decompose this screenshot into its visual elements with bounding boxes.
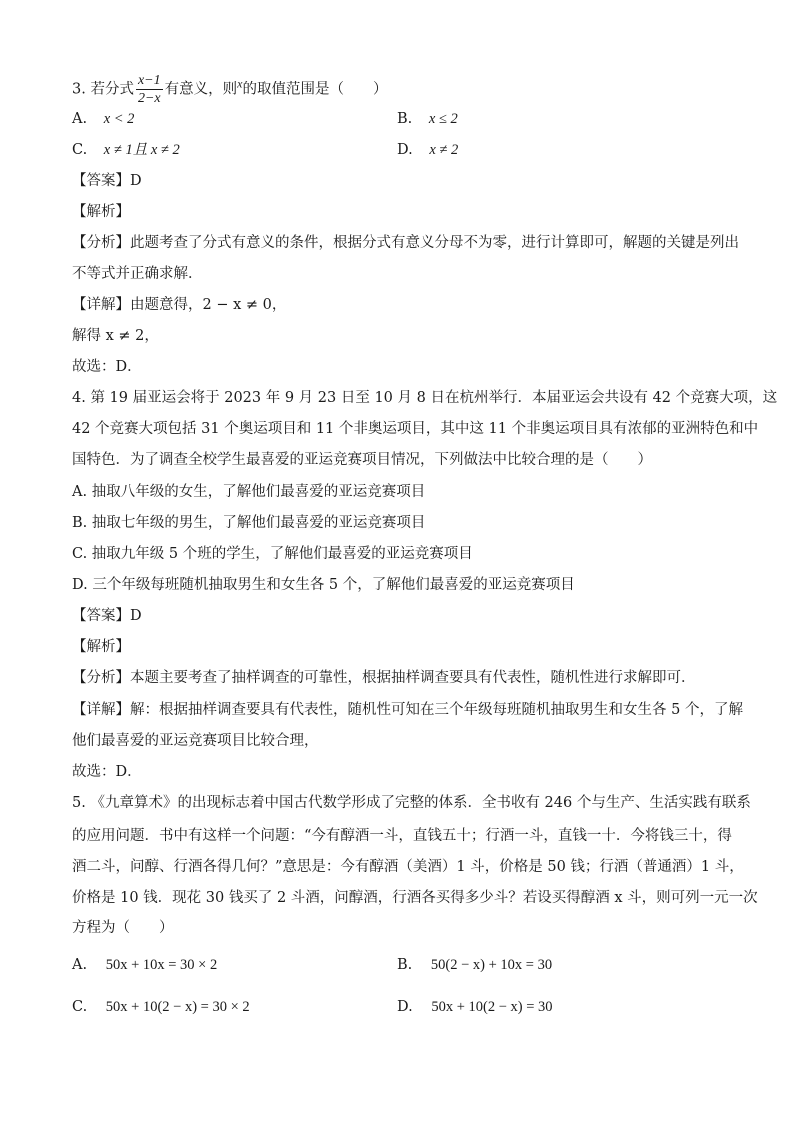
- q3-stem-pre: 3. 若分式: [72, 81, 134, 98]
- q3-step-1: 解得 x ≠ 2，: [72, 328, 159, 344]
- q3-option-c: [72, 140, 180, 160]
- q3-frac-numerator: x−1: [137, 73, 161, 88]
- q4-option-a: A. 抽取八年级的女生，了解他们最喜爱的亚运竞赛项目: [72, 484, 426, 500]
- q4-answer: 【答案】D: [72, 608, 142, 624]
- q4-option-c: C. 抽取九年级 5 个班的学生，了解他们最喜爱的亚运竞赛项目: [72, 546, 473, 562]
- q5-option-c: [72, 997, 250, 1017]
- q5-stem-line-1: 5. 《九章算术》的出现标志着中国古代数学形成了完整的体系．全书收有 246 个与生产、生活实践有联系: [72, 795, 751, 811]
- q4-result: 故选：D．: [72, 764, 142, 780]
- q3-stem-mid: 有意义，则: [164, 81, 238, 98]
- q5-stem-line-4: 价格是 10 钱．现花 30 钱买了 2 斗酒，问醇酒，行酒各买得多少斗？若设买得醇酒 x 斗，则可列一元一次: [72, 890, 758, 906]
- q3-fenxi-line-2: 不等式并正确求解．: [72, 266, 203, 282]
- q4-xiangjie-line-1: 【详解】解：根据抽样调查要具有代表性，随机性可知在三个年级每班随机抽取男生和女生各 5 个，了解: [72, 702, 743, 718]
- q3-option-c-label: C.: [72, 142, 88, 158]
- q3-option-d: [397, 140, 458, 160]
- q3-stem: [72, 72, 387, 107]
- q5-option-a-text: 50x + 10x = 30 × 2: [105, 957, 218, 973]
- q3-fraction: [136, 72, 163, 107]
- q3-stem-var: x: [237, 76, 243, 91]
- q5-option-a: [72, 955, 217, 975]
- q3-option-b-text: x ≤ 2: [428, 111, 458, 127]
- q5-option-d-text: 50x + 10(2 − x) = 30: [431, 999, 553, 1015]
- q5-option-a-label: A.: [72, 957, 88, 973]
- q3-xiangjie: 【详解】由题意得，2 − x ≠ 0，: [72, 297, 287, 313]
- q3-option-d-text: x ≠ 2: [429, 142, 459, 158]
- q3-answer: 【答案】D: [72, 173, 142, 189]
- q5-option-d: [397, 997, 553, 1017]
- q3-frac-denominator: 2−x: [137, 91, 161, 106]
- q5-stem-line-2: 的应用问题．书中有这样一个问题：“今有醇酒一斗，直钱五十；行酒一斗，直钱一十．今将钱三十，得: [72, 828, 732, 844]
- q4-stem-line-3: 国特色．为了调查全校学生最喜爱的亚运竞赛项目情况，下列做法中比较合理的是（ ）: [72, 452, 652, 468]
- q5-option-c-label: C.: [72, 999, 88, 1015]
- q5-option-c-text: 50x + 10(2 − x) = 30 × 2: [105, 999, 250, 1015]
- q3-option-b: [397, 109, 458, 129]
- q3-stem-post: 的取值范围是（ ）: [242, 81, 388, 98]
- q5-stem-line-5: 方程为（ ）: [72, 920, 174, 936]
- q3-option-a-text: x < 2: [103, 111, 135, 127]
- q4-jiexi-heading: 【解析】: [72, 639, 130, 655]
- q4-option-d: D. 三个年级每班随机抽取男生和女生各 5 个，了解他们最喜爱的亚运竞赛项目: [72, 577, 575, 593]
- q3-option-b-label: B.: [397, 111, 413, 127]
- q3-jiexi-heading: 【解析】: [72, 204, 130, 220]
- q4-option-b: B. 抽取七年级的男生，了解他们最喜爱的亚运竞赛项目: [72, 515, 426, 531]
- q4-stem-line-1: 4. 第 19 届亚运会将于 2023 年 9 月 23 日至 10 月 8 日在杭州举行．本届亚运会共设有 42 个竞赛大项，这: [72, 390, 778, 406]
- q3-fenxi-line-1: 【分析】此题考查了分式有意义的条件，根据分式有意义分母不为零，进行计算即可，解题的关键是列出: [72, 235, 739, 251]
- q3-option-a: [72, 109, 134, 129]
- q4-fenxi: 【分析】本题主要考查了抽样调查的可靠性，根据抽样调查要具有代表性，随机性进行求解即可．: [72, 670, 696, 686]
- q4-xiangjie-line-2: 他们最喜爱的亚运竞赛项目比较合理，: [72, 733, 319, 749]
- q3-option-d-label: D.: [397, 142, 413, 158]
- q5-stem-line-3: 酒二斗，问醇、行酒各得几何？”意思是：今有醇酒（美酒）1 斗，价格是 50 钱；行酒（普通酒）1 斗，: [72, 859, 744, 875]
- q5-option-b: [397, 955, 552, 975]
- q3-result: 故选：D．: [72, 359, 142, 375]
- q5-option-b-label: B.: [397, 957, 413, 973]
- q4-stem-line-2: 42 个竞赛大项包括 31 个奥运项目和 11 个非奥运项目，其中这 11 个非奥运项目具有浓郁的亚洲特色和中: [72, 421, 759, 437]
- q5-option-b-text: 50(2 − x) + 10x = 30: [430, 957, 553, 973]
- q3-option-c-text: x ≠ 1且 x ≠ 2: [103, 142, 180, 158]
- q5-option-d-label: D.: [397, 999, 413, 1015]
- q3-option-a-label: A.: [72, 111, 88, 127]
